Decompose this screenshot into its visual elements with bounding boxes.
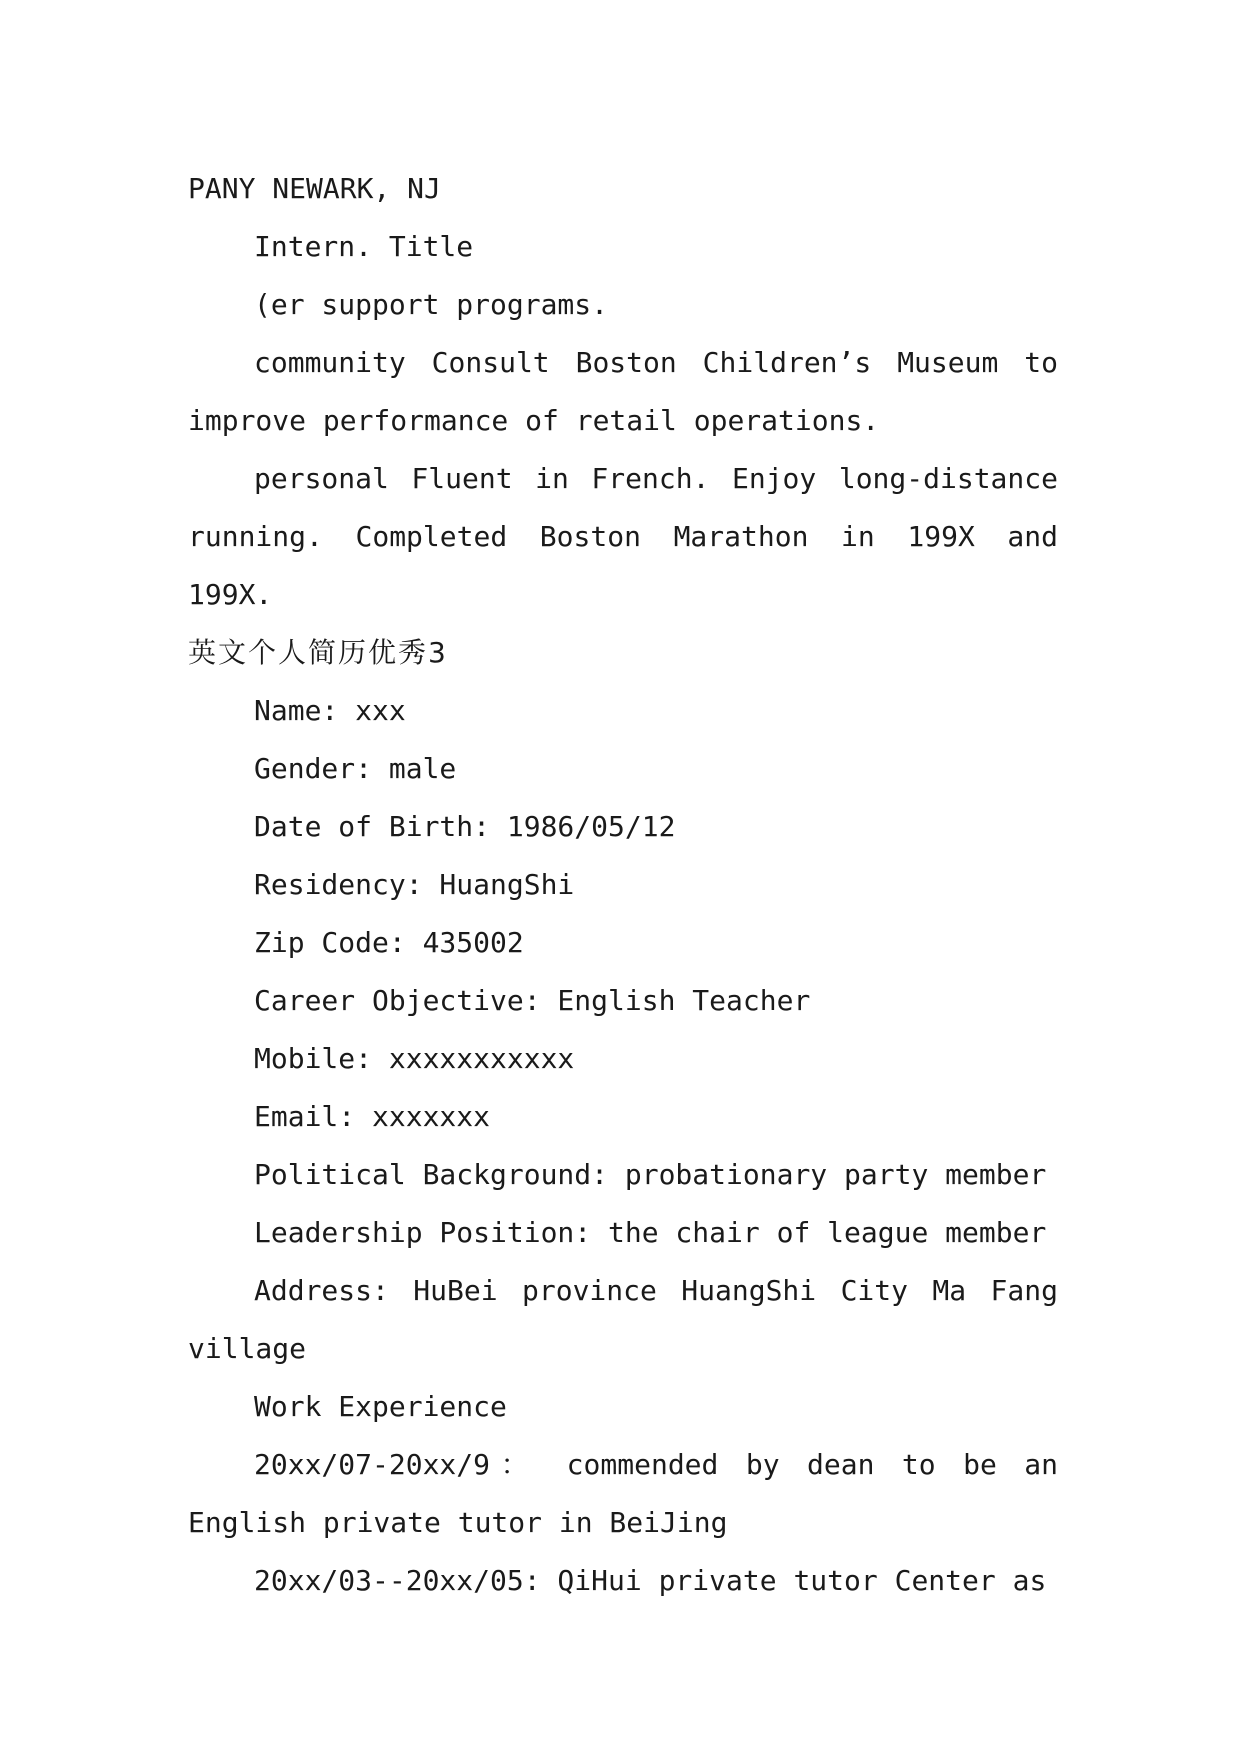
company-line: PANY NEWARK, NJ xyxy=(188,172,441,205)
residency-field: Residency: HuangShi xyxy=(254,868,575,901)
leadership-position-field: Leadership Position: the chair of league member xyxy=(254,1216,1047,1249)
political-background-field: Political Background: probationary party member xyxy=(254,1158,1047,1191)
support-programs-line: (er support programs. xyxy=(254,288,609,321)
gender-field: Gender: male xyxy=(254,752,457,785)
work-experience-item: 20xx/03--20xx/05: QiHui private tutor Center as xyxy=(254,1564,1047,1597)
personal-paragraph: personal Fluent in French. Enjoy long-distance running. Completed Boston Marathon in 199X and 199X. xyxy=(188,462,1058,611)
name-field: Name: xxx xyxy=(254,694,406,727)
resume-section-heading: 英文个人简历优秀3 xyxy=(188,636,448,669)
document-body xyxy=(188,160,1058,1610)
email-field: Email: xxxxxxx xyxy=(254,1100,491,1133)
mobile-field: Mobile: xxxxxxxxxxx xyxy=(254,1042,575,1075)
work-experience-item: 20xx/07-20xx/9： commended by dean to be an English private tutor in BeiJing xyxy=(188,1448,1058,1539)
career-objective-field: Career Objective: English Teacher xyxy=(254,984,811,1017)
intern-title-line: Intern. Title xyxy=(254,230,474,263)
community-paragraph: community Consult Boston Children’s Museum to improve performance of retail operations. xyxy=(188,346,1058,437)
work-experience-heading: Work Experience xyxy=(254,1390,507,1423)
zip-code-field: Zip Code: 435002 xyxy=(254,926,524,959)
date-of-birth-field: Date of Birth: 1986/05/12 xyxy=(254,810,676,843)
address-field: Address: HuBei province HuangShi City Ma Fang village xyxy=(188,1274,1058,1365)
